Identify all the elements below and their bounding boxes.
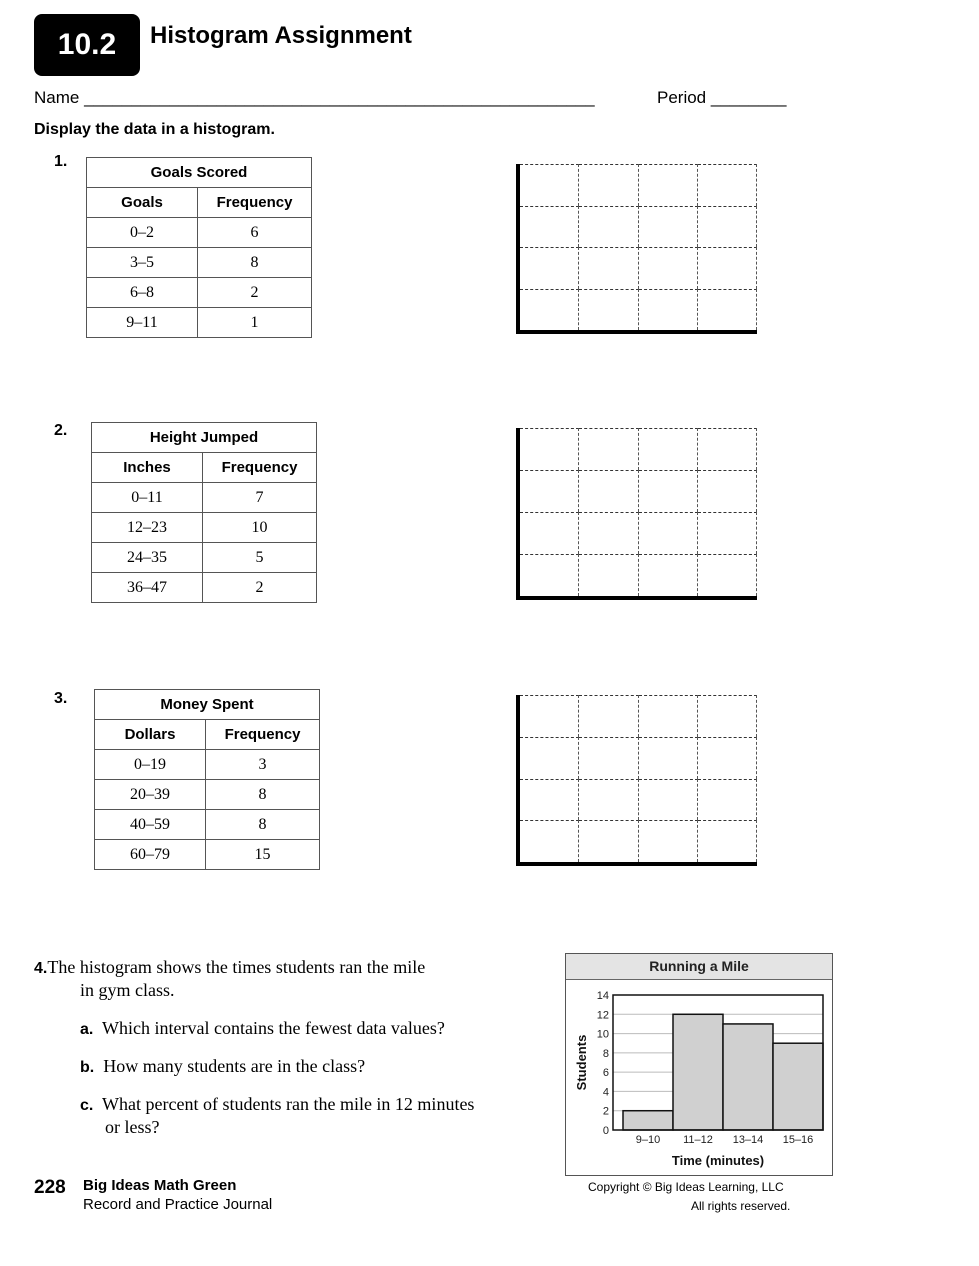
column-header: Goals — [87, 188, 198, 218]
column-header: Dollars — [95, 720, 206, 750]
grid-cell — [579, 247, 638, 289]
frequency-cell: 6 — [198, 218, 312, 248]
blank-histogram-grid[interactable] — [516, 695, 757, 866]
interval-cell: 9–11 — [87, 308, 198, 338]
interval-cell: 12–23 — [92, 513, 203, 543]
name-field[interactable] — [34, 88, 595, 108]
name-label: Name — [34, 88, 80, 107]
frequency-cell: 10 — [203, 513, 317, 543]
grid-cell — [520, 554, 579, 596]
q4-part-c-2: or less? — [105, 1117, 160, 1137]
y-tick-label: 14 — [596, 990, 609, 1002]
grid-cell — [698, 206, 757, 248]
table-row — [87, 218, 312, 248]
frequency-cell: 8 — [206, 810, 320, 840]
q4-part-a: a. Which interval contains the fewest data values? — [80, 1018, 445, 1038]
problem-number: 2. — [54, 422, 68, 439]
book-title: Big Ideas Math Green — [83, 1177, 237, 1194]
frequency-cell: 2 — [203, 573, 317, 603]
grid-cell — [520, 695, 579, 737]
grid-cell — [639, 247, 698, 289]
frequency-table — [91, 422, 317, 603]
interval-cell: 0–2 — [87, 218, 198, 248]
table-row — [95, 780, 320, 810]
q4-text-2: in gym class. — [80, 980, 175, 1000]
table-title: Height Jumped — [92, 423, 317, 453]
table-row — [87, 278, 312, 308]
grid-cell — [639, 779, 698, 821]
problem-number: 1. — [54, 153, 68, 170]
grid-cell — [639, 428, 698, 470]
y-tick-label: 8 — [602, 1047, 609, 1060]
name-blank: ______________________________________________________ — [84, 88, 595, 107]
grid-cell — [698, 512, 757, 554]
grid-cell — [698, 695, 757, 737]
grid-cell — [520, 737, 579, 779]
grid-cell — [579, 289, 638, 331]
grid-cell — [698, 247, 757, 289]
frequency-cell: 3 — [206, 750, 320, 780]
table-row — [95, 840, 320, 870]
book-subtitle: Record and Practice Journal — [83, 1196, 273, 1213]
interval-cell: 6–8 — [87, 278, 198, 308]
period-label: Period — [657, 88, 707, 107]
frequency-cell: 8 — [198, 248, 312, 278]
interval-cell: 0–11 — [92, 483, 203, 513]
frequency-cell: 7 — [203, 483, 317, 513]
q4-part-b: b. How many students are in the class? — [80, 1056, 366, 1076]
grid-cell — [698, 164, 757, 206]
period-field[interactable] — [657, 88, 787, 108]
grid-cell — [698, 428, 757, 470]
grid-cell — [579, 554, 638, 596]
table-row — [92, 573, 317, 603]
problem-number: 3. — [54, 690, 68, 707]
x-tick-label: 11–12 — [683, 1134, 713, 1146]
grid-cell — [698, 554, 757, 596]
histogram-bar — [623, 1111, 673, 1130]
y-tick-label: 6 — [602, 1067, 609, 1080]
interval-cell: 36–47 — [92, 573, 203, 603]
grid-cell — [579, 428, 638, 470]
table-title: Money Spent — [95, 690, 320, 720]
q4-part-c: c. What percent of students ran the mile in 12 minutes — [80, 1094, 475, 1114]
frequency-cell: 2 — [198, 278, 312, 308]
running-mile-chart — [565, 953, 833, 1176]
x-tick-label: 9–10 — [635, 1134, 661, 1146]
y-tick-label: 10 — [596, 1028, 609, 1041]
page-title: Histogram Assignment — [150, 22, 412, 49]
x-tick-label: 15–16 — [782, 1134, 814, 1146]
grid-cell — [520, 470, 579, 512]
section-badge: 10.2 — [34, 14, 140, 76]
x-axis-label: Time (minutes) — [671, 1153, 765, 1168]
frequency-cell: 1 — [198, 308, 312, 338]
column-header: Frequency — [206, 720, 320, 750]
grid-cell — [579, 737, 638, 779]
frequency-cell: 8 — [206, 780, 320, 810]
grid-cell — [639, 512, 698, 554]
table-row — [92, 483, 317, 513]
y-tick-label: 4 — [602, 1086, 609, 1099]
grid-cell — [698, 820, 757, 862]
period-blank: ________ — [710, 88, 787, 107]
chart-title: Running a Mile — [566, 954, 832, 980]
grid-cell — [520, 820, 579, 862]
y-tick-label: 0 — [602, 1125, 609, 1137]
interval-cell: 20–39 — [95, 780, 206, 810]
histogram-bar — [773, 1043, 823, 1130]
grid-cell — [520, 247, 579, 289]
instructions: Display the data in a histogram. — [34, 121, 275, 138]
grid-cell — [579, 470, 638, 512]
grid-cell — [639, 206, 698, 248]
grid-cell — [698, 737, 757, 779]
blank-histogram-grid[interactable] — [516, 428, 757, 600]
grid-cell — [639, 164, 698, 206]
grid-cell — [639, 289, 698, 331]
grid-cell — [639, 554, 698, 596]
y-tick-label: 12 — [596, 1009, 609, 1022]
histogram-bar — [723, 1024, 773, 1130]
page-number: 228 — [34, 1177, 66, 1198]
table-row — [95, 750, 320, 780]
grid-cell — [520, 164, 579, 206]
interval-cell: 0–19 — [95, 750, 206, 780]
y-tick-label: 2 — [602, 1105, 609, 1118]
interval-cell: 24–35 — [92, 543, 203, 573]
interval-cell: 40–59 — [95, 810, 206, 840]
grid-cell — [579, 820, 638, 862]
grid-cell — [698, 289, 757, 331]
table-row — [92, 543, 317, 573]
copyright: Copyright © Big Ideas Learning, LLC — [588, 1180, 784, 1194]
grid-cell — [520, 512, 579, 554]
grid-cell — [520, 206, 579, 248]
frequency-table — [94, 689, 320, 870]
x-tick-label: 13–14 — [732, 1134, 764, 1146]
grid-cell — [639, 737, 698, 779]
q4-number: 4. — [34, 960, 48, 977]
grid-cell — [698, 779, 757, 821]
grid-cell — [579, 206, 638, 248]
grid-cell — [639, 695, 698, 737]
column-header: Frequency — [203, 453, 317, 483]
table-row — [87, 248, 312, 278]
grid-cell — [579, 695, 638, 737]
grid-cell — [520, 289, 579, 331]
rights: All rights reserved. — [691, 1199, 791, 1213]
table-row — [87, 308, 312, 338]
table-title: Goals Scored — [87, 158, 312, 188]
histogram-bar — [673, 1014, 723, 1130]
interval-cell: 60–79 — [95, 840, 206, 870]
grid-cell — [639, 820, 698, 862]
grid-cell — [520, 779, 579, 821]
grid-cell — [520, 428, 579, 470]
y-axis-label: Students — [574, 1034, 589, 1091]
grid-cell — [579, 512, 638, 554]
grid-cell — [639, 470, 698, 512]
grid-cell — [579, 164, 638, 206]
table-row — [95, 810, 320, 840]
grid-cell — [698, 470, 757, 512]
q4-text: 4.The histogram shows the times students ran the mile — [34, 957, 426, 977]
frequency-table — [86, 157, 312, 338]
frequency-cell: 15 — [206, 840, 320, 870]
chart-svg — [566, 980, 832, 1175]
column-header: Frequency — [198, 188, 312, 218]
interval-cell: 3–5 — [87, 248, 198, 278]
table-row — [92, 513, 317, 543]
grid-cell — [579, 779, 638, 821]
blank-histogram-grid[interactable] — [516, 164, 757, 334]
column-header: Inches — [92, 453, 203, 483]
frequency-cell: 5 — [203, 543, 317, 573]
